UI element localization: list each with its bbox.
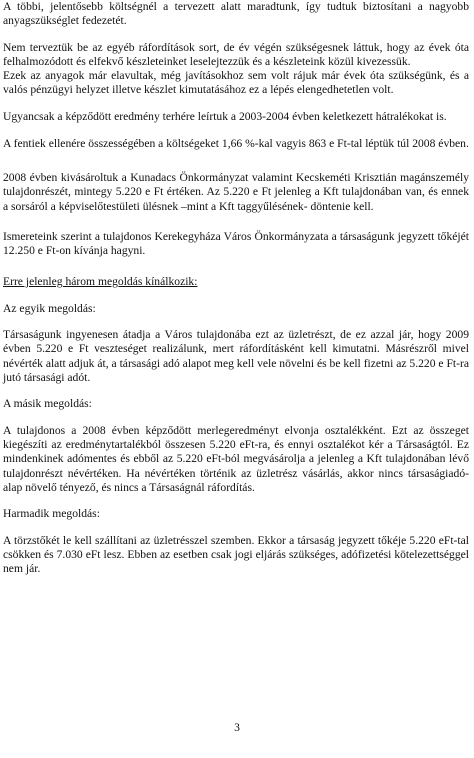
spacer	[3, 163, 469, 171]
paragraph-cost-coverage: A többi, jelentősebb költségnél a tervezett alatt maradtunk, így tudtuk biztosítani a nagyobb anyagszükséglet fedezetét.	[3, 0, 469, 28]
paragraph-obsolete-materials: Ezek az anyagok már elavultak, még javításokhoz sem volt rájuk már évek óta szükségünk, és a valós pénzügyi helyzet illetve készlet kimutatásához ez a lépés elengedhetetlen volt.	[3, 69, 469, 97]
heading-second-solution: A másik megoldás:	[3, 397, 92, 411]
document-body	[3, 0, 469, 589]
heading-first-solution: Az egyik megoldás:	[3, 301, 96, 315]
paragraph-registered-capital: Ismereteink szerint a tulajdonos Kerekegyháza Város Önkormányzata a társaságunk jegyzett tőkéjét 12.250 e Ft-on kívánja hagyni.	[3, 230, 469, 258]
section-heading-solutions: Erre jelenleg három megoldás kínálkozik:	[3, 274, 198, 288]
paragraph-share-purchase: 2008 évben kivásároltuk a Kunadacs Önkormányzat valamint Kecskeméti Krisztián magánszemély tulajdonrészét, mintegy 5.220 e Ft értéken. Az 5.220 e Ft jelenleg a Kft tulajdonában van, és ennek a sorsáról a képviselőtestületi ülésnek –mint a Kft taggyűlésének- döntenie kell.	[3, 171, 469, 213]
paragraph-second-solution: A tulajdonos a 2008 évben képződött merlegeredményt elvonja osztalékként. Ezt az összeget kiegészíti az eredménytartalékból összesen 5.220 eFt-ra, és ennyi osztalékot kér a Társaságtól. Ez mindenkinek adómentes és ebből az 5.220 eFt-ból megvásárolja a jelenleg a Kft tulajdonában lévő tulajdonrészt névértéken. Ha névértéken történik az üzletrész vásárlás, akkor nincs társaságiadó-alap növelő tényező, és nincs a Társaságnál ráfordítás.	[3, 423, 469, 494]
paragraph-first-solution: Társaságunk ingyenesen átadja a Város tulajdonába ezt az üzletrészt, de ez azzal jár, hogy 2009 évben 5.220 e Ft veszteséget realizálunk, mert ráfordításként kell kimutatni. Másrészről mivel névérték alatt adjuk át, a társasági adó alapot meg kell vele növelni és be kell fizetni az 5.220 e Ft-ra jutó társasági adót.	[3, 328, 469, 384]
paragraph-arrears: Ugyancsak a képződött eredmény terhére leírtuk a 2003-2004 évben keletkezett hátralékokat is.	[3, 110, 447, 123]
paragraph-third-solution: A törzstőkét le kell szállítani az üzletrésszel szemben. Ekkor a társaság jegyzett tőkéje 5.220 eFt-tal csökken és 7.030 eFt lesz. Ebben az esetben csak jogi eljárás szükséges, adófizetési kötelezettséggel nem jár.	[3, 533, 469, 576]
paragraph-cost-overrun: A fentiek ellenére összességében a költségeket 1,66 %-kal vagyis 863 e Ft-tal léptük túl 2008 évben.	[3, 136, 469, 150]
heading-third-solution: Harmadik megoldás:	[3, 507, 100, 521]
paragraph-other-expenses: Nem terveztük be az egyéb ráfordítások sort, de év végén szükségesnek láttuk, hogy az évek óta felhalmozódott és elfekvő készleteinket leselejtezzük és a készleteink közül kivezessük.	[3, 40, 469, 68]
page-number: 3	[234, 721, 240, 734]
